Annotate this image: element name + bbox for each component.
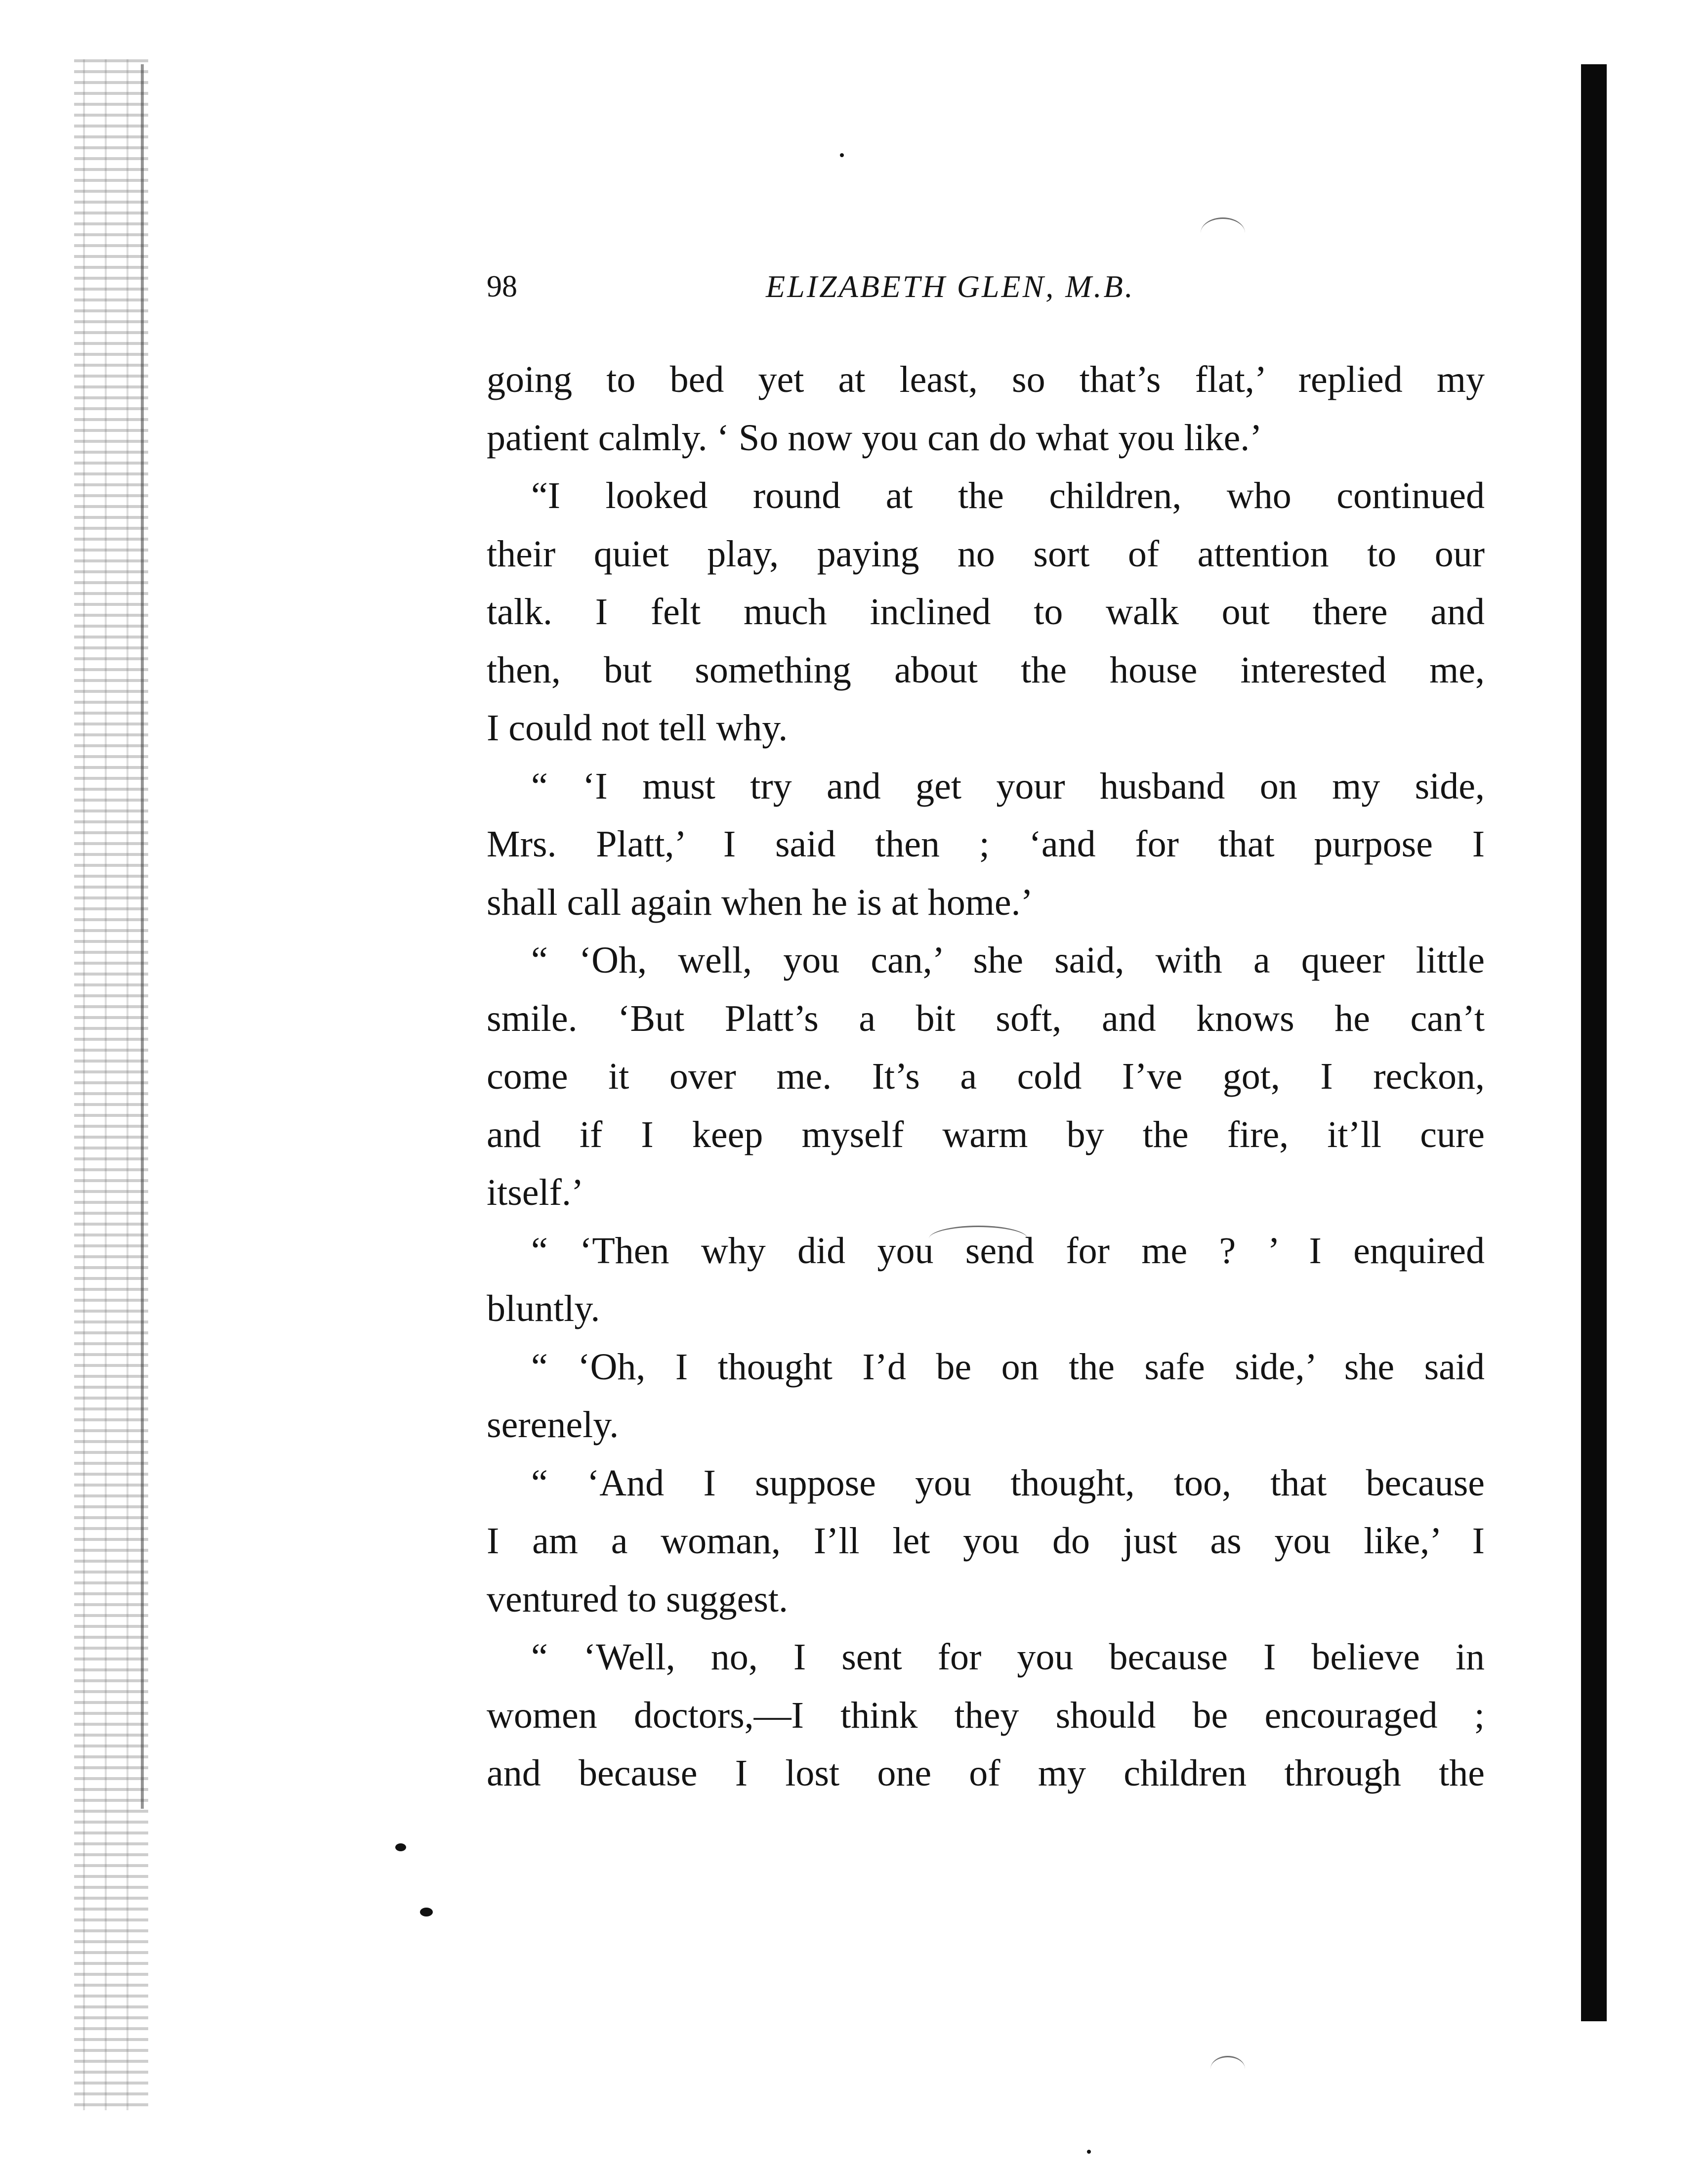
text-line: “ ‘Well, no, I sent for you because I believe in [531,1636,1485,1678]
text-line: “I looked round at the children, who continued [531,475,1485,516]
page-edge-bar [1581,64,1607,2021]
text-line: I could not tell why. [487,707,788,749]
binding-gutter [74,59,148,2110]
text-line: shall call again when he is at home.’ [487,881,1033,923]
text-line: serenely. [487,1404,619,1446]
ink-speck [840,153,844,157]
text-line: talk. I felt much inclined to walk out there and [487,591,1485,633]
text-line: smile. ‘But Platt’s a bit soft, and knows he can’t [487,997,1485,1039]
text-line: their quiet play, paying no sort of attention to our [487,533,1485,575]
gutter-rule [141,64,144,1809]
text-line: then, but something about the house interested me, [487,649,1485,691]
text-line: women doctors,—I think they should be encouraged ; [487,1694,1485,1736]
text-line: bluntly. [487,1288,600,1329]
text-line: I am a woman, I’ll let you do just as you like,’ I [487,1520,1485,1562]
text-line: “ ‘Then why did you send for me ? ’ I enquired [531,1230,1485,1272]
ink-speck [1087,2150,1091,2154]
text-line: “ ‘I must try and get your husband on my side, [531,765,1485,807]
text-line: come it over me. It’s a cold I’ve got, I reckon, [487,1056,1485,1097]
text-line: “ ‘Oh, well, you can,’ she said, with a queer little [531,939,1485,981]
page-header [487,264,1485,309]
running-head: ELIZABETH GLEN, M.B. [766,269,1135,304]
text-line: and because I lost one of my children through the [487,1752,1485,1794]
text-line: “ ‘Oh, I thought I’d be on the safe side,’ she said [531,1346,1485,1388]
text-line: and if I keep myself warm by the fire, it’ll cure [487,1113,1485,1155]
text-line: going to bed yet at least, so that’s flat,’ replied my [487,359,1485,400]
text-line: patient calmly. ‘ So now you can do what you like.’ [487,417,1262,459]
text-line: ventured to suggest. [487,1578,789,1620]
pencil-mark [1201,217,1245,249]
ink-speck [395,1843,406,1851]
text-line: itself.’ [487,1172,584,1213]
page-number: 98 [487,270,517,303]
text-line: “ ‘And I suppose you thought, too, that because [531,1462,1485,1504]
text-line: Mrs. Platt,’ I said then ; ‘and for that purpose I [487,823,1485,865]
pencil-mark [1210,2056,1245,2082]
ink-speck [420,1908,433,1916]
body-text [487,351,1485,1803]
